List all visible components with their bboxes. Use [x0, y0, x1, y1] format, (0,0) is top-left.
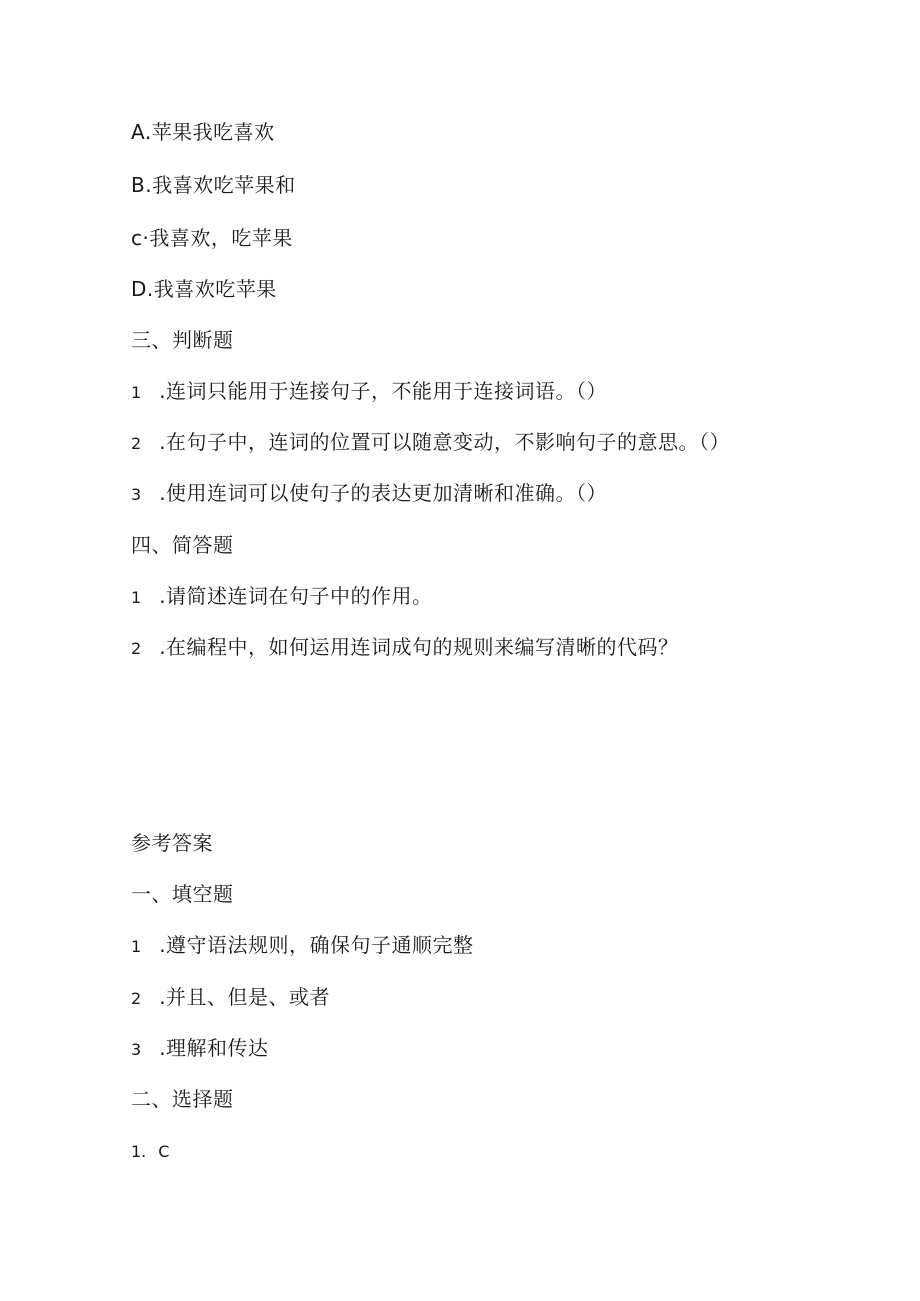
item-text: C — [158, 1142, 170, 1161]
answer-key-title: 参考答案 — [131, 831, 213, 855]
section-heading-fill-blank: 一、填空题 — [131, 882, 234, 906]
item-text: .使用连词可以使句子的表达更加清晰和准确。（） — [159, 481, 608, 505]
item-number: 3 — [131, 1040, 142, 1059]
item-text: .遵守语法规则，确保句子通顺完整 — [159, 933, 474, 957]
item-number: 2 — [131, 989, 142, 1008]
section-heading-short-answer: 四、简答题 — [131, 533, 234, 557]
item-number: 1. — [131, 1142, 147, 1161]
option-d: D.我喜欢吃苹果 — [131, 277, 277, 301]
judgement-item — [131, 480, 607, 508]
item-text: .在编程中，如何运用连词成句的规则来编写清晰的代码？ — [159, 635, 679, 659]
item-text: .连词只能用于连接句子，不能用于连接词语。（） — [159, 379, 608, 403]
item-number: 1 — [131, 588, 142, 607]
item-text: .并且、但是、或者 — [159, 985, 331, 1009]
item-number: 1 — [131, 383, 142, 402]
short-answer-item — [131, 634, 679, 662]
option-c: c·我喜欢，吃苹果 — [131, 226, 293, 250]
option-a: A.苹果我吃喜欢 — [131, 120, 275, 144]
answer-item — [131, 1137, 169, 1165]
item-number: 3 — [131, 485, 142, 504]
item-text: .理解和传达 — [159, 1036, 269, 1060]
answer-item — [131, 984, 330, 1012]
item-number: 2 — [131, 434, 142, 453]
answer-item — [131, 932, 474, 960]
section-heading-judgement: 三、判断题 — [131, 328, 234, 352]
item-number: 2 — [131, 639, 142, 658]
short-answer-item — [131, 583, 433, 611]
item-text: .请简述连词在句子中的作用。 — [159, 584, 433, 608]
option-b: B.我喜欢吃苹果和 — [131, 173, 296, 197]
item-text: .在句子中，连词的位置可以随意变动，不影响句子的意思。（） — [159, 430, 731, 454]
judgement-item — [131, 378, 607, 406]
judgement-item — [131, 429, 730, 457]
answer-item — [131, 1035, 269, 1063]
section-heading-multiple-choice: 二、选择题 — [131, 1087, 234, 1111]
item-number: 1 — [131, 937, 142, 956]
